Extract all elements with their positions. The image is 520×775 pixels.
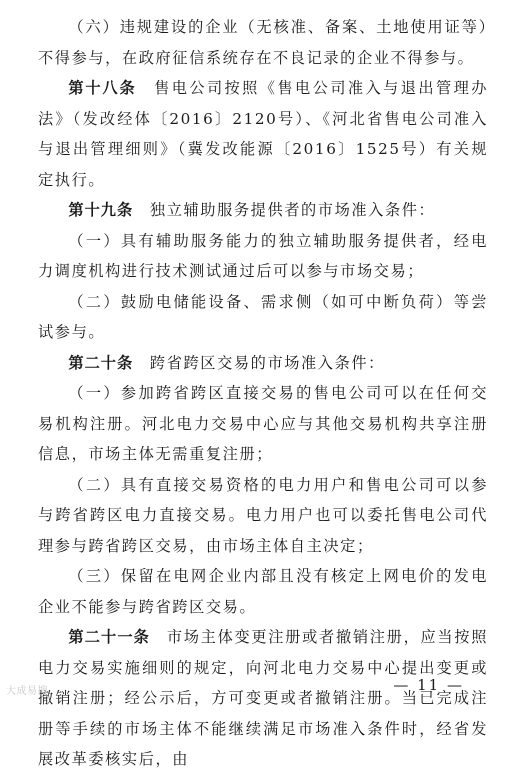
watermark: 大成易搜 <box>6 686 48 697</box>
paragraph-text: 售电公司按照《售电公司准入与退出管理办法》（发改经体〔2016〕2120号）、《河北省售电公司准入与退出管理细则》（冀发改能源〔2016〕1525号）有关规定执行。 <box>38 79 489 189</box>
document-body <box>38 12 488 775</box>
paragraph-text: （二）鼓励电储能设备、需求侧（如可中断负荷）等尝试参与。 <box>38 292 488 341</box>
paragraph-5 <box>38 287 488 348</box>
page-number: — 11 — <box>393 676 464 694</box>
paragraph-text: （一）参加跨省跨区直接交易的售电公司可以在任何交易机构注册。河北电力交易中心应与其他交易机构共享注册信息，市场主体无需重复注册； <box>38 384 488 463</box>
paragraph-9 <box>38 561 488 622</box>
paragraph-6 <box>38 348 488 379</box>
article-heading: 第十八条 <box>68 79 137 97</box>
paragraph-1 <box>38 12 488 73</box>
paragraph-text: 市场主体变更注册或者撤销注册，应当按照电力交易实施细则的规定，向河北电力交易中心提出变更或撤销注册；经公示后，方可变更或者撤销注册。当已完成注册等手续的市场主体不能继续满足市场准入条件时，经省发展改革委核实后，由 <box>38 628 489 768</box>
paragraph-7 <box>38 378 488 470</box>
paragraph-text: （六）违规建设的企业（无核准、备案、土地使用证等）不得参与，在政府征信系统存在不良记录的企业不得参与。 <box>38 18 488 67</box>
paragraph-text: （一）具有辅助服务能力的独立辅助服务提供者，经电力调度机构进行技术测试通过后可以参与市场交易； <box>38 231 488 280</box>
paragraph-8 <box>38 470 488 562</box>
article-heading: 第二十条 <box>68 353 134 372</box>
article-heading: 第十九条 <box>68 201 134 219</box>
paragraph-10 <box>38 622 488 775</box>
paragraph-text: 独立辅助服务提供者的市场准入条件： <box>133 201 436 219</box>
article-heading: 第二十一条 <box>68 628 150 646</box>
paragraph-text: （二）具有直接交易资格的电力用户和售电公司可以参与跨省跨区电力直接交易。电力用户也可以委托售电公司代理参与跨省跨区交易，由市场主体自主决定； <box>38 475 488 555</box>
paragraph-text: （三）保留在电网企业内部且没有核定上网电价的发电企业不能参与跨省跨区交易。 <box>38 567 488 616</box>
paragraph-text: 跨省跨区交易的市场准入条件： <box>133 353 385 372</box>
paragraph-4 <box>38 226 488 287</box>
paragraph-2 <box>38 73 488 195</box>
paragraph-3 <box>38 195 488 226</box>
